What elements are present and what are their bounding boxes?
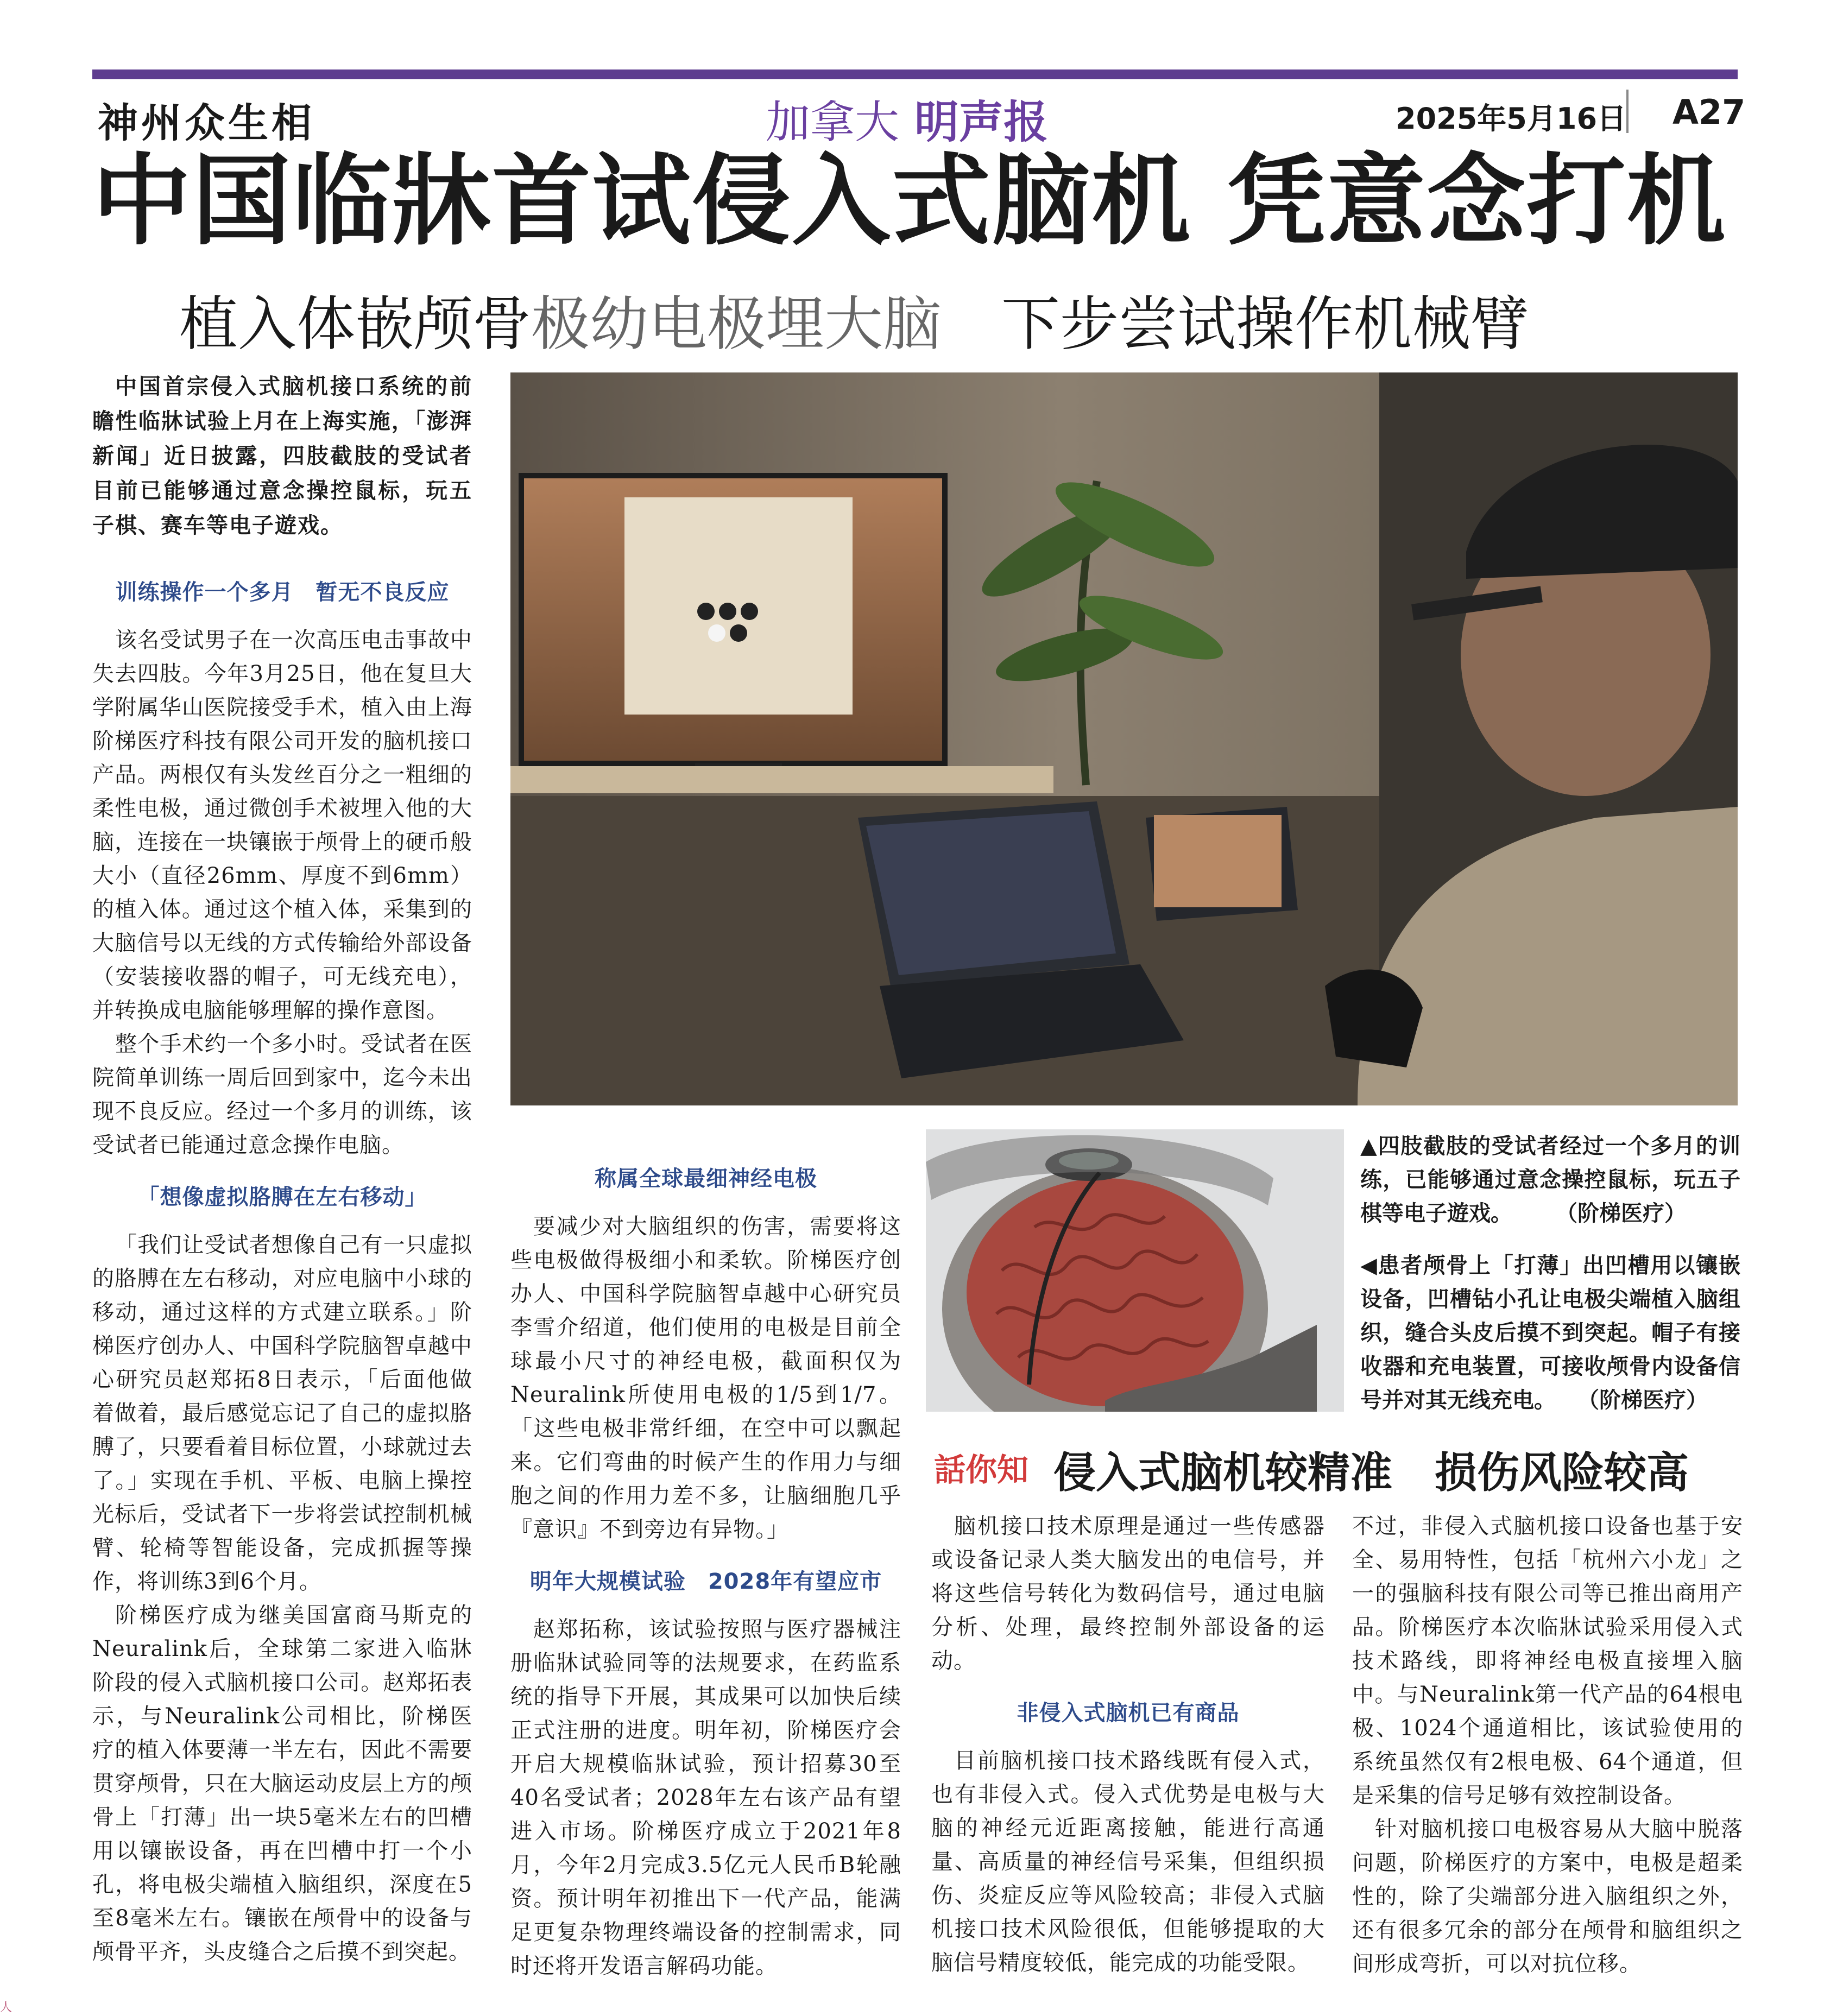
sidebar-tag: 話你知 <box>934 1451 1029 1488</box>
photo-caption: ▲四肢截肢的受试者经过一个多月的训练，已能够通过意念操控鼠标，玩五子棋等电子遊戏。 （阶梯医疗） <box>1360 1134 1740 1226</box>
column-1-paragraph-3: 「我们让受试者想像自己有一只虚拟的胳膊在左右移动，对应电脑中小球的移动，通过这样的方式建立联系。」阶梯医疗创办人、中国科学院脑智卓越中心研究员赵郑拓8日表示，「后面他做着做着，最后感觉忘记了自己的虚拟胳膊了，只要看着目标位置，小球就过去了。」实现在手机、平板、电脑上操控光标后，受试者下一步将尝试控制机械臂、轮椅等智能设备，完成抓握等操作，将训练3到6个月。 <box>92 1233 472 1594</box>
sidebar-paragraph-4: 针对脑机接口电极容易从大脑中脱落问题，阶梯医疗的方案中，电极是超柔性的，除了尖端部分进入脑组织之外，还有很多冗余的部分在颅骨和脑组织之间形成弯折，可以对抗位移。 <box>1352 1817 1743 1976</box>
sidebar-paragraph-2: 目前脑机接口技术路线既有侵入式，也有非侵入式。侵入式优势是电极与大脑的神经元近距离接触，能进行高通量、高质量的神经信号采集，但组织损伤、炎症反应等风险较高；非侵入式脑机接口技术风险很低，但能够提取的大脑信号精度较低，能完成的功能受限。 <box>931 1748 1325 1975</box>
column-1 <box>92 576 472 1969</box>
column-2-paragraph-1: 要减少对大脑组织的伤害，需要将这些电极做得极细小和柔软。阶梯医疗创办人、中国科学院脑智卓越中心研究员李雪介绍道，他们使用的电极是目前全球最小尺寸的神经电极，截面积仅为Neuralink所使用电极的1/5到1/7。「这些电极非常纤细，在空中可以飘起来。它们弯曲的时候产生的作用力与细胞之间的作用力差不多，让脑细胞几乎『意识』不到旁边有异物。」 <box>510 1214 901 1542</box>
headline: 中国临牀首试侵入式脑机 凭意念打机 <box>92 143 1727 258</box>
subheadline-part3: 下步尝试操作机械臂 <box>1001 290 1530 358</box>
sidebar-column-2 <box>1352 1509 1743 1981</box>
brain-implant-illustration <box>926 1129 1344 1412</box>
column-1-subhead-1: 训练操作一个多月 暂无不良反应 <box>115 580 450 605</box>
main-photo <box>510 372 1738 1105</box>
illustration-caption: ◀患者颅骨上「打薄」出凹槽用以镶嵌设备，凹槽钻小孔让电极尖端植入脑组织，缝合头皮后摸不到突起。帽子有接收器和充电装置，可接收颅骨内设备信号并对其无线充电。 （阶梯医疗） <box>1360 1253 1740 1413</box>
sidebar-paragraph-3: 不过，非侵入式脑机接口设备也基于安全、易用特性，包括「杭州六小龙」之一的强脑科技有限公司等已推出商用产品。阶梯医疗本次临牀试验采用侵入式技术路线，即将神经电极直接埋入脑中。与Neuralink第一代产品的64根电极、1024个通道相比，该试验使用的系统虽然仅有2根电极、64个通道，但是采集的信号足够有效控制设备。 <box>1352 1514 1743 1808</box>
sidebar-column-1 <box>931 1509 1325 1980</box>
column-2-subhead-2: 明年大规模试验 2028年有望应市 <box>529 1569 882 1594</box>
divider <box>1626 90 1629 133</box>
patient-playing-gomoku-image <box>510 372 1738 1105</box>
masthead-region: 加拿大 <box>766 97 900 148</box>
column-1-paragraph-2: 整个手术约一个多小时。受试者在医院简单训练一周后回到家中，迄今未出现不良反应。经过一个多月的训练，该受试者已能通过意念操作电脑。 <box>92 1032 472 1158</box>
column-1-paragraph-1: 该名受试男子在一次高压电击事故中失去四肢。今年3月25日，他在复旦大学附属华山医院接受手术，植入由上海阶梯医疗科技有限公司开发的脑机接口产品。两根仅有头发丝百分之一粗细的柔性电极，通过微创手术被埋入他的大脑，连接在一块镶嵌于颅骨上的硬币般大小（直径26mm、厚度不到6mm）的植入体。通过这个植入体，采集到的大脑信号以无线的方式传输给外部设备（安装接收器的帽子，可无线充电），并转换成电脑能够理解的操作意图。 <box>92 628 472 1023</box>
page-number: A27 <box>1672 92 1746 132</box>
column-2-subhead-1: 称属全球最细神经电极 <box>595 1166 817 1191</box>
issue-date: 2025年5月16日 <box>1396 102 1627 136</box>
section-title: 神州众生相 <box>98 100 315 147</box>
footer-mark: 人 <box>0 2001 12 2014</box>
subheadline <box>179 277 1529 361</box>
column-2 <box>510 1162 901 1983</box>
column-2-paragraph-2: 赵郑拓称，该试验按照与医疗器械注册临牀试验同等的法规要求，在药监系统的指导下开展，其成果可以加快后续正式注册的进度。明年初，阶梯医疗会开启大规模临牀试验，预计招募30至40名受试者；2028年左右该产品有望进入市场。阶梯医疗成立于2021年8月，今年2月完成3.5亿元人民币B轮融资。预计明年初推出下一代产品，能满足更复杂物理终端设备的控制需求，同时还将开发语言解码功能。 <box>510 1617 901 1979</box>
sidebar-title: 侵入式脑机较精准 损伤风险较高 <box>1053 1449 1689 1497</box>
sidebar-paragraph-1: 脑机接口技术原理是通过一些传感器或设备记录人类大脑发出的电信号，并将这些信号转化为数码信号，通过电脑分析、处理，最终控制外部设备的运动。 <box>931 1514 1325 1673</box>
column-1-paragraph-4: 阶梯医疗成为继美国富商马斯克的Neuralink后，全球第二家进入临牀阶段的侵入式脑机接口公司。赵郑拓表示，与Neuralink公司相比，阶梯医疗的植入体要薄一半左右，因此不需要贯穿颅骨，只在大脑运动皮层上方的颅骨上「打薄」出一块5毫米左右的凹槽用以镶嵌设备，再在凹槽中打一个小孔，将电极尖端植入脑组织，深度在5至8毫米左右。镶嵌在颅骨中的设备与颅骨平齐，头皮缝合之后摸不到突起。 <box>92 1603 472 1964</box>
subheadline-part2: 极幼电极埋大脑 <box>531 290 942 358</box>
column-1-subhead-2: 「想像虚拟胳膊在左右移动」 <box>137 1185 427 1210</box>
subheadline-part1: 植入体嵌颅骨 <box>179 290 532 358</box>
masthead <box>766 87 1048 150</box>
brain-implant-image <box>926 1129 1344 1412</box>
sidebar-header <box>929 1433 1749 1497</box>
sidebar-subhead: 非侵入式脑机已有商品 <box>1017 1701 1240 1726</box>
masthead-name: 明声报 <box>914 97 1049 148</box>
masthead-rule <box>92 69 1738 79</box>
lead-paragraph: 中国首宗侵入式脑机接口系统的前瞻性临牀试验上月在上海实施，「澎湃新闻」近日披露，四肢截肢的受试者目前已能够通过意念操控鼠标，玩五子棋、赛车等电子遊戏。 <box>92 374 472 538</box>
